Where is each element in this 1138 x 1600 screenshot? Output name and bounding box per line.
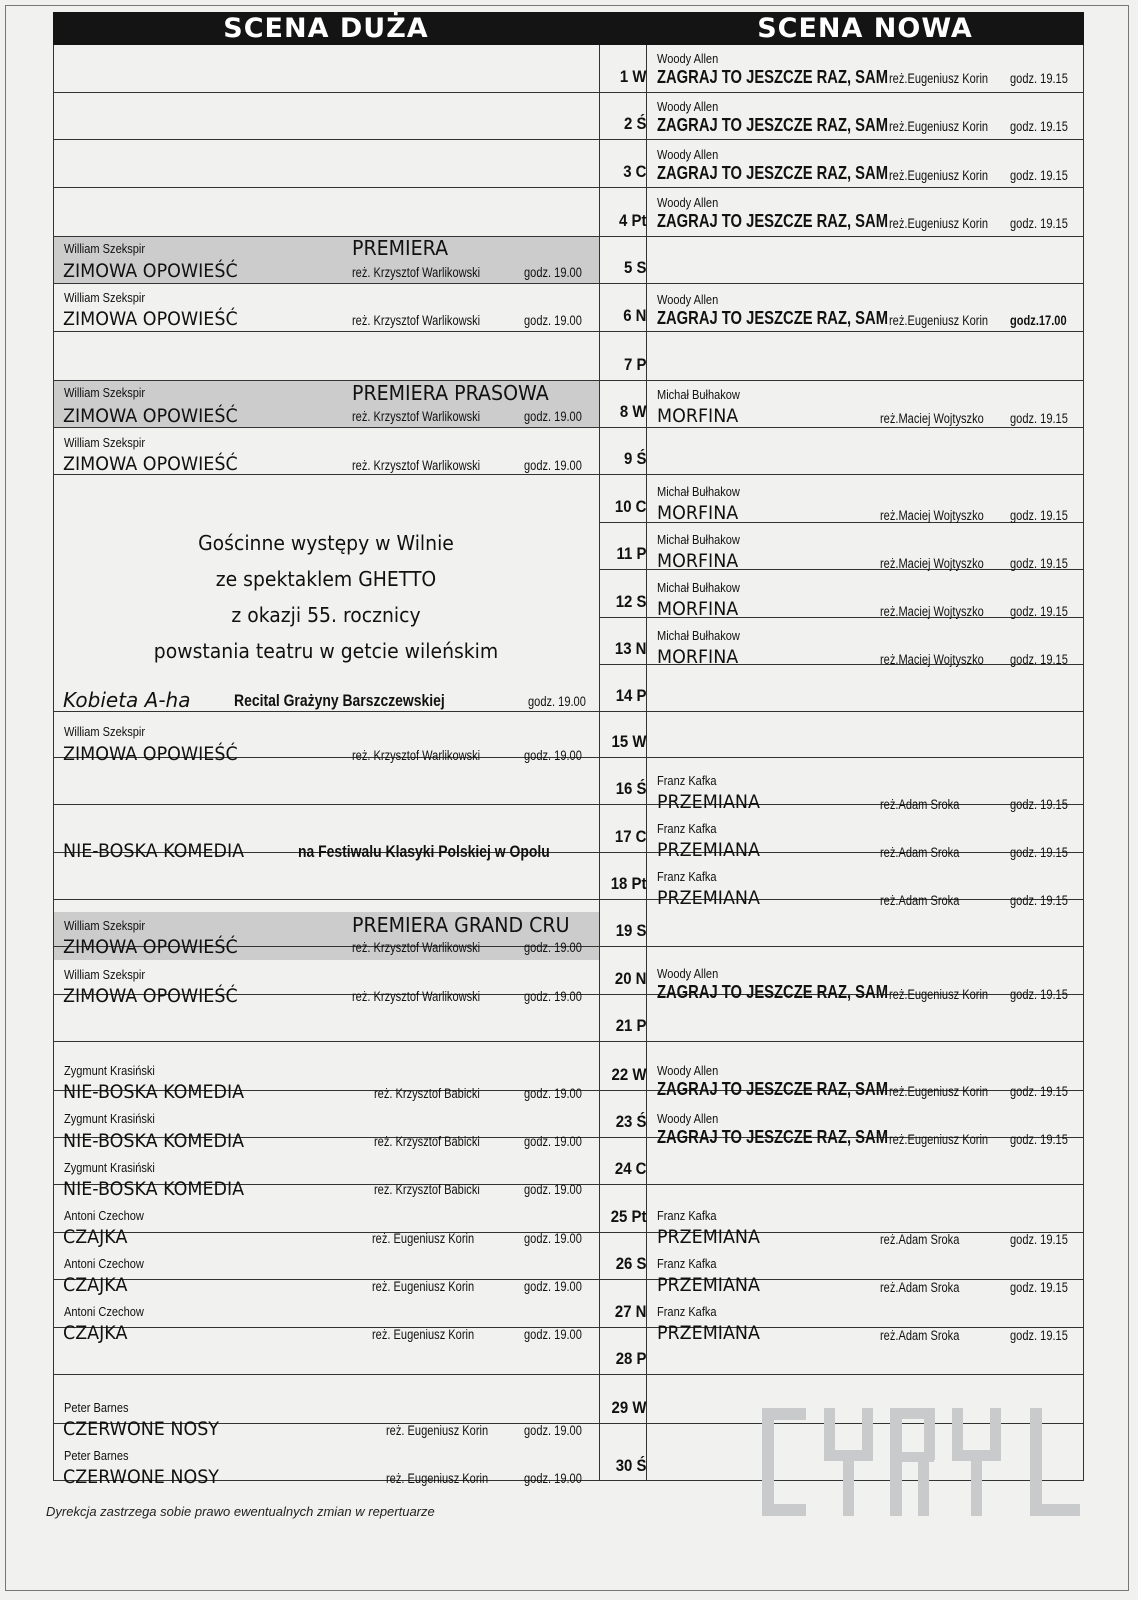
premiere-label: PREMIERA bbox=[352, 236, 449, 260]
title: NIE-BOSKA KOMEDIA bbox=[63, 1081, 245, 1103]
row-divider bbox=[646, 331, 1084, 332]
day-label: 24 C bbox=[614, 1159, 647, 1178]
title: ZIMOWA OPOWIEŚĆ bbox=[63, 405, 238, 427]
time: godz. 19.15 bbox=[1010, 797, 1068, 812]
title: NIE-BOSKA KOMEDIA bbox=[63, 1178, 245, 1200]
day-label: 21 P bbox=[615, 1016, 647, 1035]
time: godz. 19.15 bbox=[1010, 411, 1068, 426]
day-label: 13 N bbox=[614, 639, 647, 658]
author: William Szekspir bbox=[64, 724, 146, 739]
director: reż. Krzysztof Babicki bbox=[374, 1086, 480, 1101]
note-line: ze spektaklem GHETTO bbox=[215, 567, 437, 591]
director: reż. Krzysztof Warlikowski bbox=[352, 265, 481, 280]
title: CZAJKA bbox=[63, 1274, 128, 1296]
director: reż.Adam Sroka bbox=[880, 845, 960, 860]
director: reż.Eugeniusz Korin bbox=[889, 216, 989, 231]
author: William Szekspir bbox=[64, 918, 146, 933]
day-label: 5 S bbox=[624, 258, 647, 277]
day-label: 28 P bbox=[615, 1349, 647, 1368]
author: Franz Kafka bbox=[657, 821, 717, 836]
row-divider bbox=[646, 946, 1084, 947]
day-label: 10 C bbox=[614, 497, 647, 516]
title: PRZEMIANA bbox=[657, 887, 760, 909]
time: godz. 19.15 bbox=[1010, 893, 1068, 908]
author: Woody Allen bbox=[657, 1111, 719, 1126]
director: reż. Krzysztof Warlikowski bbox=[352, 458, 481, 473]
row-divider bbox=[599, 569, 647, 570]
day-label: 25 Pt bbox=[610, 1207, 647, 1226]
title: CZAJKA bbox=[63, 1226, 128, 1248]
director: reż. Krzysztof Babicki bbox=[374, 1134, 480, 1149]
day-label: 15 W bbox=[611, 732, 647, 751]
time: godz. 19.00 bbox=[524, 1327, 582, 1342]
author: William Szekspir bbox=[64, 967, 146, 982]
time: godz. 19.00 bbox=[524, 1086, 582, 1101]
author: Peter Barnes bbox=[64, 1448, 129, 1463]
author: Peter Barnes bbox=[64, 1400, 129, 1415]
director: reż. Krzysztof Warlikowski bbox=[352, 313, 481, 328]
row-divider bbox=[53, 380, 647, 381]
author: Franz Kafka bbox=[657, 1208, 717, 1223]
column-divider bbox=[599, 45, 600, 1481]
director: reż.Eugeniusz Korin bbox=[889, 71, 989, 86]
title: ZAGRAJ TO JESZCZE RAZ, SAM bbox=[657, 211, 888, 231]
title: CZAJKA bbox=[63, 1322, 128, 1344]
author: William Szekspir bbox=[64, 241, 146, 256]
time: godz. 19.15 bbox=[1010, 168, 1068, 183]
title: MORFINA bbox=[657, 405, 739, 427]
day-label: 3 C bbox=[623, 162, 647, 181]
author: Woody Allen bbox=[657, 51, 719, 66]
director: reż.Adam Sroka bbox=[880, 893, 960, 908]
day-label: 29 W bbox=[611, 1398, 647, 1417]
director: reż.Eugeniusz Korin bbox=[889, 168, 989, 183]
row-divider bbox=[646, 1041, 1084, 1042]
author: Zygmunt Krasiński bbox=[64, 1063, 155, 1078]
title: ZAGRAJ TO JESZCZE RAZ, SAM bbox=[657, 163, 888, 183]
title: MORFINA bbox=[657, 502, 739, 524]
director: reż.Maciej Wojtyszko bbox=[880, 652, 984, 667]
time: godz. 19.00 bbox=[524, 748, 582, 763]
row-divider bbox=[53, 1041, 647, 1042]
title: MORFINA bbox=[657, 598, 739, 620]
time: godz. 19.00 bbox=[524, 1231, 582, 1246]
title: ZAGRAJ TO JESZCZE RAZ, SAM bbox=[657, 67, 888, 87]
director: reż. Eugeniusz Korin bbox=[386, 1423, 489, 1438]
title: NIE-BOSKA KOMEDIA bbox=[63, 1130, 245, 1152]
row-divider bbox=[646, 236, 1084, 237]
day-label: 22 W bbox=[611, 1065, 647, 1084]
author: Michał Bułhakow bbox=[657, 532, 740, 547]
row-divider bbox=[599, 617, 647, 618]
title: ZIMOWA OPOWIEŚĆ bbox=[63, 453, 238, 475]
time: godz. 19.00 bbox=[524, 1134, 582, 1149]
title: ZAGRAJ TO JESZCZE RAZ, SAM bbox=[657, 982, 888, 1002]
time: godz. 19.15 bbox=[1010, 845, 1068, 860]
time: godz. 19.00 bbox=[524, 1182, 582, 1197]
author: Franz Kafka bbox=[657, 869, 717, 884]
author: Michał Bułhakow bbox=[657, 628, 740, 643]
row-divider bbox=[646, 427, 1084, 428]
day-label: 11 P bbox=[616, 544, 647, 563]
row-divider bbox=[646, 1184, 1084, 1185]
row-divider bbox=[646, 380, 1084, 381]
author: Zygmunt Krasiński bbox=[64, 1160, 155, 1175]
title: MORFINA bbox=[657, 550, 739, 572]
author: Woody Allen bbox=[657, 147, 719, 162]
cyryl-watermark-logo bbox=[762, 1402, 1094, 1522]
time: godz. 19.00 bbox=[528, 694, 586, 709]
director: reż. Krzysztof Warlikowski bbox=[352, 940, 481, 955]
time: godz. 19.15 bbox=[1010, 1132, 1068, 1147]
author: Woody Allen bbox=[657, 99, 719, 114]
director: reż. Eugeniusz Korin bbox=[372, 1279, 475, 1294]
recital-subtitle: Recital Grażyny Barszczewskiej bbox=[234, 691, 445, 710]
time: godz. 19.15 bbox=[1010, 604, 1068, 619]
title: ZAGRAJ TO JESZCZE RAZ, SAM bbox=[657, 115, 888, 135]
row-divider bbox=[53, 139, 647, 140]
time: godz. 19.15 bbox=[1010, 216, 1068, 231]
time: godz. 19.00 bbox=[524, 1279, 582, 1294]
time: godz. 19.00 bbox=[524, 989, 582, 1004]
title: CZERWONE NOSY bbox=[63, 1466, 219, 1488]
day-label: 4 Pt bbox=[619, 211, 647, 230]
day-label: 6 N bbox=[623, 306, 647, 325]
row-divider bbox=[646, 1374, 1084, 1375]
title: ZIMOWA OPOWIEŚĆ bbox=[63, 985, 238, 1007]
time: godz. 19.15 bbox=[1010, 556, 1068, 571]
title: ZIMOWA OPOWIEŚĆ bbox=[63, 260, 238, 282]
row-divider bbox=[646, 92, 1084, 93]
title: ZAGRAJ TO JESZCZE RAZ, SAM bbox=[657, 308, 888, 328]
row-divider bbox=[599, 664, 647, 665]
director: reż.Eugeniusz Korin bbox=[889, 313, 989, 328]
day-label: 14 P bbox=[615, 686, 647, 705]
director: reż.Maciej Wojtyszko bbox=[880, 604, 984, 619]
time: godz. 19.00 bbox=[524, 458, 582, 473]
director: reż.Maciej Wojtyszko bbox=[880, 508, 984, 523]
author: Woody Allen bbox=[657, 966, 719, 981]
title: PRZEMIANA bbox=[657, 791, 760, 813]
title: PRZEMIANA bbox=[657, 1274, 760, 1296]
time: godz. 19.00 bbox=[524, 1471, 582, 1486]
director: reż. Eugeniusz Korin bbox=[372, 1231, 475, 1246]
director: reż.Adam Sroka bbox=[880, 1328, 960, 1343]
row-divider bbox=[646, 187, 1084, 188]
row-divider bbox=[53, 331, 647, 332]
author: Zygmunt Krasiński bbox=[64, 1111, 155, 1126]
title: ZIMOWA OPOWIEŚĆ bbox=[63, 308, 238, 330]
row-divider bbox=[53, 283, 647, 284]
director: reż.Adam Sroka bbox=[880, 797, 960, 812]
time: godz. 19.15 bbox=[1010, 1280, 1068, 1295]
row-divider bbox=[53, 804, 647, 805]
time: godz. 19.15 bbox=[1010, 508, 1068, 523]
director: reż. Eugeniusz Korin bbox=[372, 1327, 475, 1342]
row-divider bbox=[53, 427, 647, 428]
title: ZAGRAJ TO JESZCZE RAZ, SAM bbox=[657, 1127, 888, 1147]
day-label: 19 S bbox=[615, 921, 647, 940]
day-label: 30 Ś bbox=[615, 1456, 647, 1475]
day-label: 1 W bbox=[619, 67, 647, 86]
header-bar bbox=[53, 12, 1084, 45]
director: reż.Eugeniusz Korin bbox=[889, 119, 989, 134]
title: PRZEMIANA bbox=[657, 839, 760, 861]
title: ZAGRAJ TO JESZCZE RAZ, SAM bbox=[657, 1079, 888, 1099]
premiere-label: PREMIERA GRAND CRU bbox=[352, 913, 570, 937]
guest-performance-note bbox=[53, 525, 599, 669]
festival-note: na Festiwalu Klasyki Polskiej w Opolu bbox=[298, 842, 550, 861]
day-label: 7 P bbox=[624, 355, 647, 374]
time: godz. 19.00 bbox=[524, 313, 582, 328]
header-scena-duza: SCENA DUŻA bbox=[223, 13, 429, 44]
day-label: 2 Ś bbox=[624, 114, 647, 133]
title: CZERWONE NOSY bbox=[63, 1418, 219, 1440]
day-label: 27 N bbox=[614, 1302, 647, 1321]
day-label: 8 W bbox=[619, 402, 647, 421]
title: NIE-BOSKA KOMEDIA bbox=[63, 840, 245, 862]
author: William Szekspir bbox=[64, 435, 146, 450]
title: ZIMOWA OPOWIEŚĆ bbox=[63, 936, 238, 958]
director: reż.Eugeniusz Korin bbox=[889, 987, 989, 1002]
author: Franz Kafka bbox=[657, 1304, 717, 1319]
time: godz.17.00 bbox=[1010, 313, 1067, 328]
row-divider bbox=[646, 474, 1084, 475]
row-divider bbox=[599, 522, 647, 523]
author: William Szekspir bbox=[64, 290, 146, 305]
recital-title: Kobieta A-ha bbox=[63, 688, 191, 712]
row-divider bbox=[53, 236, 647, 237]
time: godz. 19.15 bbox=[1010, 1084, 1068, 1099]
row-divider bbox=[53, 1374, 647, 1375]
row-divider bbox=[646, 283, 1084, 284]
director: reż. Krzysztof Warlikowski bbox=[352, 409, 481, 424]
day-label: 9 Ś bbox=[624, 449, 647, 468]
author: Michał Bułhakow bbox=[657, 387, 740, 402]
header-scena-nowa: SCENA NOWA bbox=[757, 13, 973, 44]
premiere-label: PREMIERA PRASOWA bbox=[352, 381, 549, 405]
note-line: Gościnne występy w Wilnie bbox=[198, 531, 454, 555]
time: godz. 19.15 bbox=[1010, 71, 1068, 86]
author: Franz Kafka bbox=[657, 1256, 717, 1271]
director: reż. Krzysztof Warlikowski bbox=[352, 989, 481, 1004]
time: godz. 19.00 bbox=[524, 265, 582, 280]
author: Michał Bułhakow bbox=[657, 580, 740, 595]
director: reż. Krzysztof Babicki bbox=[374, 1182, 480, 1197]
title: PRZEMIANA bbox=[657, 1226, 760, 1248]
director: reż.Adam Sroka bbox=[880, 1232, 960, 1247]
time: godz. 19.00 bbox=[524, 1423, 582, 1438]
author: Antoni Czechow bbox=[64, 1256, 144, 1271]
day-label: 26 S bbox=[615, 1254, 647, 1273]
director: reż.Eugeniusz Korin bbox=[889, 1132, 989, 1147]
title: PRZEMIANA bbox=[657, 1322, 760, 1344]
director: reż. Krzysztof Warlikowski bbox=[352, 748, 481, 763]
director: reż. Eugeniusz Korin bbox=[386, 1471, 489, 1486]
author: Michał Bułhakow bbox=[657, 484, 740, 499]
director: reż.Maciej Wojtyszko bbox=[880, 556, 984, 571]
disclaimer-footnote: Dyrekcja zastrzega sobie prawo ewentualnych zmian w repertuarze bbox=[46, 1504, 435, 1519]
author: Antoni Czechow bbox=[64, 1304, 144, 1319]
time: godz. 19.15 bbox=[1010, 119, 1068, 134]
director: reż.Maciej Wojtyszko bbox=[880, 411, 984, 426]
author: Woody Allen bbox=[657, 292, 719, 307]
day-label: 16 Ś bbox=[615, 779, 647, 798]
row-divider bbox=[53, 187, 647, 188]
author: William Szekspir bbox=[64, 385, 146, 400]
author: Woody Allen bbox=[657, 195, 719, 210]
row-divider bbox=[53, 92, 647, 93]
day-label: 20 N bbox=[614, 969, 647, 988]
director: reż.Adam Sroka bbox=[880, 1280, 960, 1295]
row-divider bbox=[646, 711, 1084, 712]
title: ZIMOWA OPOWIEŚĆ bbox=[63, 743, 238, 765]
row-divider bbox=[53, 899, 647, 900]
note-line: powstania teatru w getcie wileńskim bbox=[153, 639, 499, 663]
time: godz. 19.15 bbox=[1010, 1232, 1068, 1247]
time: godz. 19.00 bbox=[524, 409, 582, 424]
row-divider bbox=[646, 757, 1084, 758]
note-line: z okazji 55. rocznicy bbox=[231, 603, 421, 627]
day-label: 17 C bbox=[614, 827, 647, 846]
author: Franz Kafka bbox=[657, 773, 717, 788]
director: reż.Eugeniusz Korin bbox=[889, 1084, 989, 1099]
time: godz. 19.15 bbox=[1010, 652, 1068, 667]
time: godz. 19.15 bbox=[1010, 1328, 1068, 1343]
day-label: 12 S bbox=[615, 592, 647, 611]
author: Antoni Czechow bbox=[64, 1208, 144, 1223]
day-label: 18 Pt bbox=[610, 874, 647, 893]
day-label: 23 Ś bbox=[615, 1112, 647, 1131]
time: godz. 19.15 bbox=[1010, 987, 1068, 1002]
author: Woody Allen bbox=[657, 1063, 719, 1078]
row-divider bbox=[646, 139, 1084, 140]
time: godz. 19.00 bbox=[524, 940, 582, 955]
title: MORFINA bbox=[657, 646, 739, 668]
